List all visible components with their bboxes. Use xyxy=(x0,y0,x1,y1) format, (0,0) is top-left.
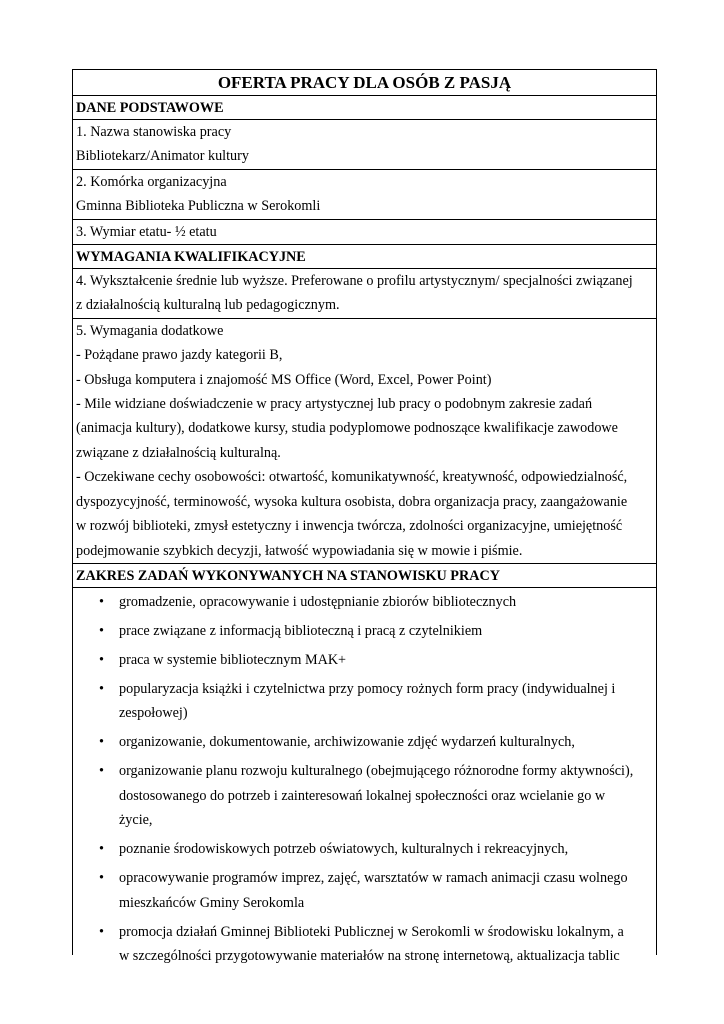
unit-row xyxy=(73,170,656,220)
task-item xyxy=(76,759,653,832)
bullet-icon: • xyxy=(99,870,104,887)
task-text: promocja działań Gminnej Biblioteki Publicznej w Serokomli w środowisku lokalnym, a xyxy=(119,923,624,940)
bullet-icon: • xyxy=(99,622,104,639)
tasks-list-container xyxy=(73,588,656,968)
unit-label: 2. Komórka organizacyjna xyxy=(76,173,227,190)
task-item xyxy=(76,730,653,754)
education-line-1: 4. Wykształcenie średnie lub wyższe. Preferowane o profilu artystycznym/ specjalności związanej xyxy=(76,273,633,290)
job-offer-table xyxy=(72,69,657,964)
position-label: 1. Nazwa stanowiska pracy xyxy=(76,124,232,140)
section-requirements: WYMAGANIA KWALIFIKACYJNE xyxy=(73,245,656,269)
traits-line: podejmowanie szybkich decyzji, łatwość wypowiadania się w mowie i piśmie. xyxy=(76,542,523,559)
additional-requirements-row xyxy=(73,319,656,564)
task-text: życie, xyxy=(119,812,153,829)
task-text: poznanie środowiskowych potrzeb oświatowych, kulturalnych i rekreacyjnych, xyxy=(119,841,569,858)
task-item xyxy=(76,590,653,614)
task-text: organizowanie planu rozwoju kulturalnego (obejmującego różnorodne formy aktywności), xyxy=(119,763,634,780)
bullet-icon: • xyxy=(99,923,104,940)
task-text: zespołowej) xyxy=(119,705,188,722)
task-text: praca w systemie bibliotecznym MAK+ xyxy=(119,651,347,668)
task-text: w szczególności przygotowywanie materiałów na stronę internetową, aktualizacja tablic xyxy=(119,947,620,964)
task-text: mieszkańców Gminy Serokomla xyxy=(119,894,305,911)
section-tasks: ZAKRES ZADAŃ WYKONYWANYCH NA STANOWISKU PRACY xyxy=(73,564,656,588)
education-row xyxy=(73,269,656,319)
task-text: prace związane z informacją biblioteczną i pracą z czytelnikiem xyxy=(119,622,483,639)
task-text: organizowanie, dokumentowanie, archiwizowanie zdjęć wydarzeń kulturalnych, xyxy=(119,734,575,751)
task-item xyxy=(76,619,653,643)
task-text: popularyzacja książki i czytelnictwa przy pomocy rożnych form pracy (indywidualnej i xyxy=(119,680,616,697)
traits-line: w rozwój biblioteki, zmysł estetyczny i inwencja twórcza, zdolności organizacyjne, umiejętność xyxy=(76,518,623,535)
workload-value: 3. Wymiar etatu- ½ etatu xyxy=(76,223,217,240)
position-value: Bibliotekarz/Animator kultury xyxy=(76,148,249,165)
experience-line: (animacja kultury), dodatkowe kursy, studia podyplomowe podnoszące kwalifikacje zawodowe xyxy=(76,420,618,437)
experience-line: - Mile widziane doświadczenie w pracy artystycznej lub pracy o podobnym zakresie zadań xyxy=(76,396,593,413)
bullet-icon: • xyxy=(99,680,104,697)
traits-line: - Oczekiwane cechy osobowości: otwartość, komunikatywność, kreatywność, odpowiedzialność, xyxy=(76,469,628,486)
tasks-list xyxy=(76,590,653,968)
task-text: gromadzenie, opracowywanie i udostępnianie zbiorów bibliotecznych xyxy=(119,593,517,610)
task-item xyxy=(76,837,653,861)
bullet-icon: • xyxy=(99,734,104,751)
position-row xyxy=(73,120,656,170)
experience-line: związane z działalnością kulturalną. xyxy=(76,444,281,461)
bullet-icon: • xyxy=(99,593,104,610)
unit-value: Gminna Biblioteka Publiczna w Serokomli xyxy=(76,198,321,215)
license-requirement: - Pożądane prawo jazdy kategorii B, xyxy=(76,347,283,364)
document-title: OFERTA PRACY DLA OSÓB Z PASJĄ xyxy=(73,70,656,96)
task-text: dostosowanego do potrzeb i zainteresowań lokalnej społeczności oraz wcielanie go w xyxy=(119,787,606,804)
computer-requirement: - Obsługa komputera i znajomość MS Office (Word, Excel, Power Point) xyxy=(76,371,492,388)
additional-label: 5. Wymagania dodatkowe xyxy=(76,322,224,339)
education-line-2: z działalnością kulturalną lub pedagogicznym. xyxy=(76,297,340,314)
task-text: opracowywanie programów imprez, zajęć, warsztatów w ramach animacji czasu wolnego xyxy=(119,870,628,887)
task-item xyxy=(76,866,653,915)
traits-line: dyspozycyjność, terminowość, wysoka kultura osobista, dobra organizacja pracy, zaangażowanie xyxy=(76,493,628,510)
section-basic-data: DANE PODSTAWOWE xyxy=(73,96,656,120)
task-item xyxy=(76,920,653,969)
bullet-icon: • xyxy=(99,763,104,780)
bullet-icon: • xyxy=(99,651,104,668)
task-item xyxy=(76,648,653,672)
workload-row xyxy=(73,220,656,245)
bullet-icon: • xyxy=(99,841,104,858)
task-item xyxy=(76,677,653,726)
